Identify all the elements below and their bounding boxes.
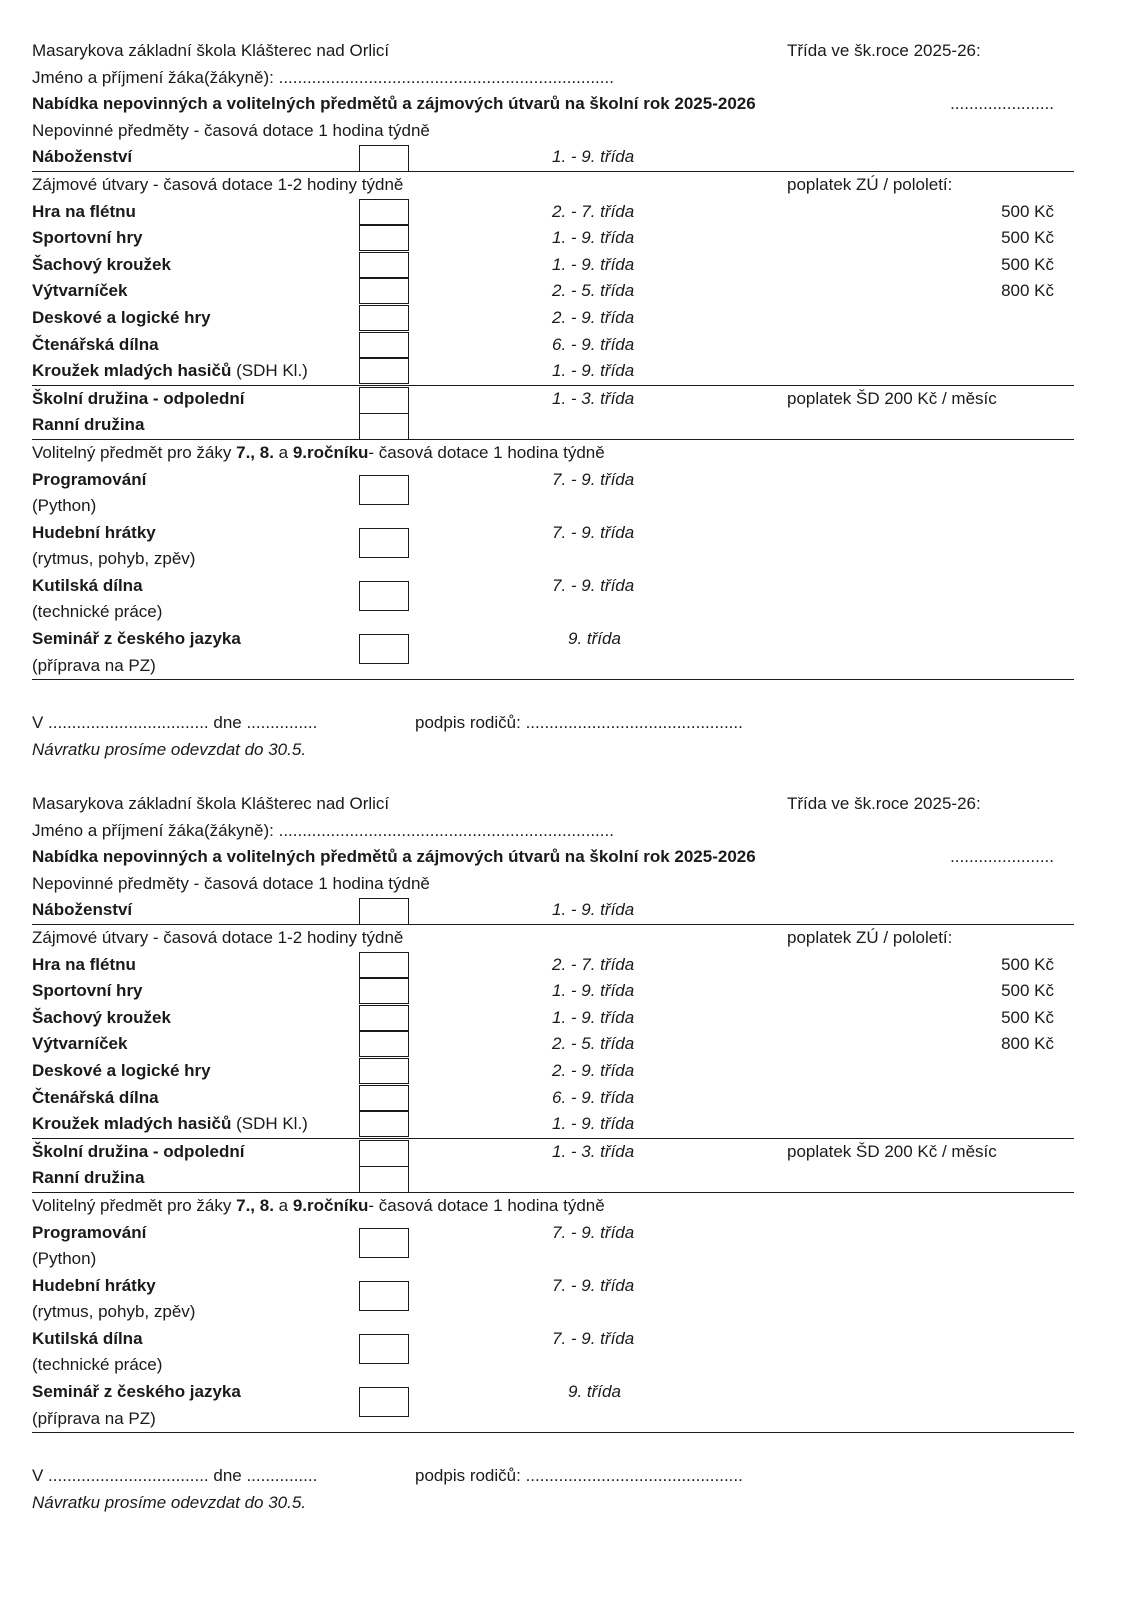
club-checkbox-art[interactable] xyxy=(359,1031,409,1057)
club-grade: 2. - 9. třída xyxy=(552,307,635,327)
club-row xyxy=(32,978,1074,1005)
club-grade: 6. - 9. třída xyxy=(552,334,635,354)
elective-name: Kutilská dílna xyxy=(32,575,143,595)
student-name-field[interactable]: Jméno a příjmení žáka(žákyně): ....................................................................... xyxy=(32,820,614,840)
club-price: 500 Kč xyxy=(1001,254,1054,274)
offer-title: Nabídka nepovinných a volitelných předmětů a zájmových útvarů na školní rok 2025-2026 xyxy=(32,847,756,867)
electives-grades: 7., 8. xyxy=(236,442,274,462)
club-row xyxy=(32,952,1074,979)
after-school-checkbox[interactable] xyxy=(359,1140,409,1167)
enrollment-form-1 xyxy=(32,38,1074,763)
optional-subjects-header xyxy=(32,118,1074,145)
electives-text: a xyxy=(273,442,293,462)
club-name: Deskové a logické hry xyxy=(32,307,211,327)
elective-sub-row xyxy=(32,1352,1074,1379)
club-checkbox-board-games[interactable] xyxy=(359,1058,409,1084)
after-school-fee: poplatek ŠD 200 Kč / měsíc xyxy=(787,1141,997,1161)
club-name-suffix: (SDH Kl.) xyxy=(231,361,308,381)
elective-grade: 9. třída xyxy=(568,1382,621,1402)
school-name: Masarykova základní škola Klášterec nad Orlicí xyxy=(32,41,390,60)
elective-sub-row xyxy=(32,493,1074,520)
elective-row xyxy=(32,467,1074,494)
club-name: Kroužek mladých hasičů xyxy=(32,1114,232,1134)
after-school-grade: 1. - 3. třída xyxy=(552,1141,635,1161)
club-checkbox-chess[interactable] xyxy=(359,252,409,278)
header-row xyxy=(32,791,1074,818)
club-checkbox-firefighters[interactable] xyxy=(359,358,409,384)
club-price: 500 Kč xyxy=(1001,981,1054,1001)
offer-title-row xyxy=(32,91,1074,118)
religion-grade: 1. - 9. třída xyxy=(552,147,635,167)
club-price: 800 Kč xyxy=(1001,1034,1054,1054)
electives-label xyxy=(32,440,605,467)
electives-header xyxy=(32,1193,1074,1220)
religion-label: Náboženství xyxy=(32,147,133,167)
club-price: 500 Kč xyxy=(1001,201,1054,221)
elective-row xyxy=(32,1379,1074,1406)
club-name: Kroužek mladých hasičů xyxy=(32,361,232,381)
club-name: Hra na flétnu xyxy=(32,201,136,221)
elective-sub: (příprava na PZ) xyxy=(32,1408,156,1428)
elective-name: Seminář z českého jazyka xyxy=(32,1382,241,1402)
clubs-header xyxy=(32,172,1074,199)
elective-sub: (Python) xyxy=(32,496,97,516)
club-row xyxy=(32,278,1074,305)
club-grade: 2. - 9. třída xyxy=(552,1060,635,1080)
club-grade: 2. - 7. třída xyxy=(552,954,635,974)
club-grade: 1. - 9. třída xyxy=(552,1114,635,1134)
religion-row xyxy=(32,897,1074,925)
elective-grade: 7. - 9. třída xyxy=(552,469,635,489)
return-note: Návratku prosíme odevzdat do 30.5. xyxy=(32,739,307,759)
optional-subjects-label: Nepovinné předměty - časová dotace 1 hodina týdně xyxy=(32,873,430,893)
electives-grades: 7., 8. xyxy=(236,1195,274,1215)
club-name-wrap xyxy=(32,1111,308,1138)
after-school-label: Školní družina - odpolední xyxy=(32,388,245,408)
student-name-row xyxy=(32,818,1074,845)
elective-grade: 7. - 9. třída xyxy=(552,1222,635,1242)
club-checkbox-reading[interactable] xyxy=(359,332,409,358)
club-grade: 1. - 9. třída xyxy=(552,228,635,248)
club-name: Čtenářská dílna xyxy=(32,334,159,354)
club-row xyxy=(32,252,1074,279)
club-grade: 1. - 9. třída xyxy=(552,1007,635,1027)
club-price: 800 Kč xyxy=(1001,281,1054,301)
signature-row xyxy=(32,1463,1074,1490)
elective-grade: 7. - 9. třída xyxy=(552,575,635,595)
optional-subjects-label: Nepovinné předměty - časová dotace 1 hodina týdně xyxy=(32,120,430,140)
morning-care-label: Ranní družina xyxy=(32,1168,145,1188)
elective-sub-row xyxy=(32,546,1074,573)
elective-name: Programování xyxy=(32,469,147,489)
club-name-suffix: (SDH Kl.) xyxy=(231,1114,308,1134)
morning-care-row xyxy=(32,1165,1074,1193)
morning-care-checkbox[interactable] xyxy=(359,413,409,440)
student-name-field[interactable]: Jméno a příjmení žáka(žákyně): ....................................................................... xyxy=(32,67,614,87)
class-label: Třída ve šk.roce 2025-26: xyxy=(787,41,981,60)
club-row xyxy=(32,1031,1074,1058)
club-row xyxy=(32,225,1074,252)
class-field[interactable]: ...................... xyxy=(950,847,1054,867)
club-grade: 2. - 7. třída xyxy=(552,201,635,221)
club-checkbox-sports[interactable] xyxy=(359,978,409,1004)
after-school-fee: poplatek ŠD 200 Kč / měsíc xyxy=(787,388,997,408)
electives-grade-9: 9.ročníku xyxy=(292,442,369,462)
after-school-row xyxy=(32,1139,1074,1166)
club-name: Hra na flétnu xyxy=(32,954,136,974)
club-name: Čtenářská dílna xyxy=(32,1087,159,1107)
elective-row xyxy=(32,1220,1074,1247)
morning-care-checkbox[interactable] xyxy=(359,1166,409,1193)
electives-label xyxy=(32,1193,605,1220)
club-name: Šachový kroužek xyxy=(32,1007,171,1027)
club-row xyxy=(32,1111,1074,1139)
return-note-row xyxy=(32,737,1074,764)
after-school-row xyxy=(32,386,1074,413)
class-field[interactable]: ...................... xyxy=(950,94,1054,114)
elective-grade: 7. - 9. třída xyxy=(552,1275,635,1295)
clubs-header xyxy=(32,925,1074,952)
elective-grade: 9. třída xyxy=(568,629,621,649)
club-checkbox-flute[interactable] xyxy=(359,199,409,225)
elective-name: Kutilská dílna xyxy=(32,1328,143,1348)
club-checkbox-board-games[interactable] xyxy=(359,305,409,331)
electives-text: a xyxy=(273,1195,293,1215)
religion-checkbox[interactable] xyxy=(359,145,409,172)
elective-row xyxy=(32,573,1074,600)
elective-sub: (příprava na PZ) xyxy=(32,655,156,675)
club-row xyxy=(32,332,1074,359)
elective-sub-row xyxy=(32,599,1074,626)
elective-grade: 7. - 9. třída xyxy=(552,1328,635,1348)
club-price: 500 Kč xyxy=(1001,228,1054,248)
club-grade: 2. - 5. třída xyxy=(552,281,635,301)
after-school-checkbox[interactable] xyxy=(359,387,409,414)
club-grade: 6. - 9. třída xyxy=(552,1087,635,1107)
optional-subjects-header xyxy=(32,871,1074,898)
parent-signature-field[interactable]: podpis rodičů: .............................................. xyxy=(415,713,743,733)
electives-text: - časová dotace 1 hodina týdně xyxy=(368,1195,605,1215)
elective-row xyxy=(32,520,1074,547)
return-note: Návratku prosíme odevzdat do 30.5. xyxy=(32,1492,307,1512)
electives-text: Volitelný předmět pro žáky xyxy=(32,442,237,462)
elective-name: Seminář z českého jazyka xyxy=(32,629,241,649)
club-checkbox-reading[interactable] xyxy=(359,1085,409,1111)
signature-row xyxy=(32,710,1074,737)
elective-grade: 7. - 9. třída xyxy=(552,522,635,542)
after-school-label: Školní družina - odpolední xyxy=(32,1141,245,1161)
elective-sub: (rytmus, pohyb, zpěv) xyxy=(32,549,196,569)
elective-name: Hudební hrátky xyxy=(32,1275,156,1295)
club-checkbox-sports[interactable] xyxy=(359,225,409,251)
club-price: 500 Kč xyxy=(1001,1007,1054,1027)
offer-title-row xyxy=(32,844,1074,871)
club-name: Šachový kroužek xyxy=(32,254,171,274)
club-row xyxy=(32,1005,1074,1032)
elective-name: Hudební hrátky xyxy=(32,522,156,542)
religion-label: Náboženství xyxy=(32,900,133,920)
elective-sub: (technické práce) xyxy=(32,1355,163,1375)
elective-row xyxy=(32,626,1074,653)
enrollment-form-2 xyxy=(32,791,1074,1516)
school-name: Masarykova základní škola Klášterec nad Orlicí xyxy=(32,794,390,813)
religion-grade: 1. - 9. třída xyxy=(552,900,635,920)
club-grade: 2. - 5. třída xyxy=(552,1034,635,1054)
student-name-row xyxy=(32,65,1074,92)
club-row xyxy=(32,305,1074,332)
elective-sub-row xyxy=(32,653,1074,681)
clubs-fee-label: poplatek ZÚ / pololetí: xyxy=(787,174,953,194)
elective-sub-row xyxy=(32,1299,1074,1326)
after-school-grade: 1. - 3. třída xyxy=(552,388,635,408)
place-date-field[interactable]: V .................................. dne ............... xyxy=(32,713,318,733)
electives-text: Volitelný předmět pro žáky xyxy=(32,1195,237,1215)
class-label: Třída ve šk.roce 2025-26: xyxy=(787,794,981,813)
club-grade: 1. - 9. třída xyxy=(552,361,635,381)
elective-sub-row xyxy=(32,1246,1074,1273)
clubs-label: Zájmové útvary - časová dotace 1-2 hodiny týdně xyxy=(32,927,404,947)
header-row xyxy=(32,38,1074,65)
club-checkbox-flute[interactable] xyxy=(359,952,409,978)
electives-grade-9: 9.ročníku xyxy=(292,1195,369,1215)
club-row xyxy=(32,199,1074,226)
religion-checkbox[interactable] xyxy=(359,898,409,925)
club-name-wrap xyxy=(32,358,308,385)
club-name: Výtvarníček xyxy=(32,1034,128,1054)
parent-signature-field[interactable]: podpis rodičů: .............................................. xyxy=(415,1466,743,1486)
club-checkbox-chess[interactable] xyxy=(359,1005,409,1031)
clubs-fee-label: poplatek ZÚ / pololetí: xyxy=(787,927,953,947)
place-date-field[interactable]: V .................................. dne ............... xyxy=(32,1466,318,1486)
electives-header xyxy=(32,440,1074,467)
club-name: Výtvarníček xyxy=(32,281,128,301)
club-row xyxy=(32,1085,1074,1112)
elective-row xyxy=(32,1273,1074,1300)
return-note-row xyxy=(32,1490,1074,1517)
club-name: Sportovní hry xyxy=(32,228,143,248)
electives-text: - časová dotace 1 hodina týdně xyxy=(368,442,605,462)
club-checkbox-firefighters[interactable] xyxy=(359,1111,409,1137)
club-row xyxy=(32,1058,1074,1085)
elective-sub-row xyxy=(32,1406,1074,1434)
club-row xyxy=(32,358,1074,386)
club-name: Deskové a logické hry xyxy=(32,1060,211,1080)
elective-sub: (rytmus, pohyb, zpěv) xyxy=(32,1302,196,1322)
elective-name: Programování xyxy=(32,1222,147,1242)
morning-care-row xyxy=(32,412,1074,440)
club-checkbox-art[interactable] xyxy=(359,278,409,304)
elective-sub: (Python) xyxy=(32,1249,97,1269)
club-grade: 1. - 9. třída xyxy=(552,981,635,1001)
elective-row xyxy=(32,1326,1074,1353)
elective-sub: (technické práce) xyxy=(32,602,163,622)
club-grade: 1. - 9. třída xyxy=(552,254,635,274)
club-price: 500 Kč xyxy=(1001,954,1054,974)
clubs-label: Zájmové útvary - časová dotace 1-2 hodiny týdně xyxy=(32,174,404,194)
offer-title: Nabídka nepovinných a volitelných předmětů a zájmových útvarů na školní rok 2025-2026 xyxy=(32,94,756,114)
morning-care-label: Ranní družina xyxy=(32,415,145,435)
club-name: Sportovní hry xyxy=(32,981,143,1001)
religion-row xyxy=(32,144,1074,172)
